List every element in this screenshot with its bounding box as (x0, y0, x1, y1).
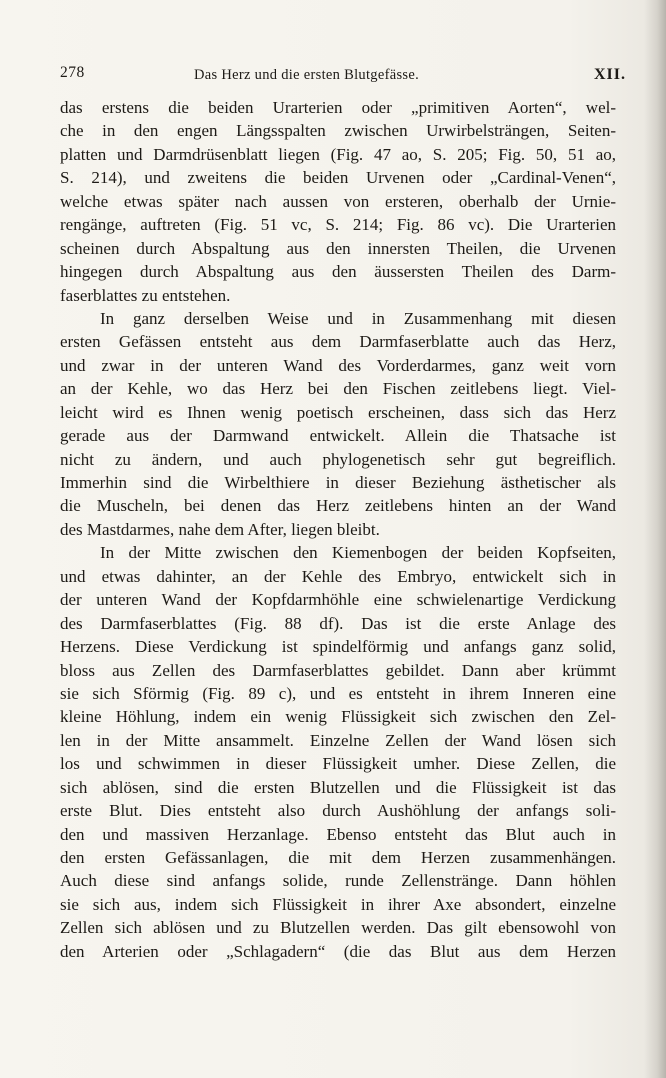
text-line: che in den engen Längsspalten zwischen Urwirbelsträngen, Seiten- (60, 121, 616, 141)
running-title: Das Herz und die ersten Blutgefässe. (194, 67, 420, 83)
text-line: kleine Höhlung, indem ein wenig Flüssigkeit sich zwischen den Zel- (60, 707, 616, 727)
text-line: und etwas dahinter, an der Kehle des Embryo, entwickelt sich in (60, 566, 616, 586)
chapter-number: XII. (593, 66, 626, 83)
text-line: an der Kehle, wo das Herz bei den Fischen zeitlebens liegt. Viel- (60, 379, 616, 399)
text-line: der unteren Wand der Kopfdarmhöhle eine schwielenartige Verdickung (60, 590, 616, 610)
text-line: los und schwimmen in dieser Flüssigkeit umher. Diese Zellen, die (60, 754, 616, 774)
text-line: bloss aus Zellen des Darmfaserblattes gebildet. Dann aber krümmt (60, 660, 616, 680)
text-line: den ersten Gefässanlagen, die mit dem Herzen zusammenhängen. (60, 848, 616, 867)
text-line: Herzens. Diese Verdickung ist spindelförmig und anfangs ganz solid, (60, 637, 616, 657)
page-edge-shadow (644, 0, 666, 1078)
text-line: S. 214), und zweitens die beiden Urvenen oder „Cardinal-Venen“, (60, 168, 616, 188)
text-line: und zwar in der unteren Wand des Vorderdarmes, ganz weit vorn (60, 355, 616, 375)
text-line: In der Mitte zwischen den Kiemenbogen der beiden Kopfseiten, (100, 543, 616, 563)
text-line: den und massiven Herzanlage. Ebenso entsteht das Blut auch in (60, 824, 616, 844)
text-line: In ganz derselben Weise und in Zusammenhang mit diesen (100, 308, 616, 328)
text-line: len in der Mitte ansammelt. Einzelne Zellen der Wand lösen sich (60, 730, 616, 750)
body-text (60, 96, 616, 963)
text-line: die Muscheln, bei denen das Herz zeitlebens hinten an der Wand (60, 496, 616, 516)
text-line: des Mastdarmes, nahe dem After, liegen bleibt. (60, 519, 380, 539)
text-line: erste Blut. Dies entsteht also durch Aushöhlung der anfangs soli- (60, 801, 616, 821)
text-line: des Darmfaserblattes (Fig. 88 df). Das ist die erste Anlage des (60, 613, 616, 633)
text-line: hingegen durch Abspaltung aus den äussersten Theilen des Darm- (60, 262, 616, 282)
text-line: sie sich Sförmig (Fig. 89 c), und es entsteht in ihrem Inneren eine (60, 683, 616, 703)
text-line: faserblattes zu entstehen. (60, 285, 231, 305)
text-line: den Arterien oder „Schlagadern“ (die das Blut aus dem Herzen (60, 941, 616, 961)
page-header (60, 60, 626, 90)
text-line: welche etwas später nach aussen von ersteren, oberhalb der Urnie- (60, 191, 616, 211)
text-line: sich ablösen, sind die ersten Blutzellen und die Flüssigkeit ist das (60, 777, 616, 797)
text-line: platten und Darmdrüsenblatt liegen (Fig. 47 ao, S. 205; Fig. 50, 51 ao, (60, 144, 616, 164)
text-line: rengänge, auftreten (Fig. 51 vc, S. 214; Fig. 86 vc). Die Urarterien (60, 215, 616, 235)
text-line: Immerhin sind die Wirbelthiere in dieser Beziehung ästhetischer als (60, 473, 616, 492)
text-line: scheinen durch Abspaltung aus den innersten Theilen, die Urvenen (60, 238, 616, 258)
text-line: Auch diese sind anfangs solide, runde Zellenstränge. Dann höhlen (60, 871, 616, 891)
text-line: sie sich aus, indem sich Flüssigkeit in ihrer Axe absondert, einzelne (60, 894, 616, 914)
page-number: 278 (60, 64, 85, 81)
text-line: das erstens die beiden Urarterien oder „primitiven Aorten“, wel- (60, 98, 616, 117)
text-line: ersten Gefässen entsteht aus dem Darmfaserblatte auch das Herz, (60, 332, 616, 352)
text-line: nicht zu ändern, und auch phylogenetisch sehr gut begreiflich. (60, 449, 616, 469)
text-line: Zellen sich ablösen und zu Blutzellen werden. Das gilt ebensowohl von (60, 918, 616, 938)
text-line: gerade aus der Darmwand entwickelt. Allein die Thatsache ist (60, 426, 616, 446)
text-line: leicht wird es Ihnen wenig poetisch erscheinen, dass sich das Herz (60, 402, 616, 422)
